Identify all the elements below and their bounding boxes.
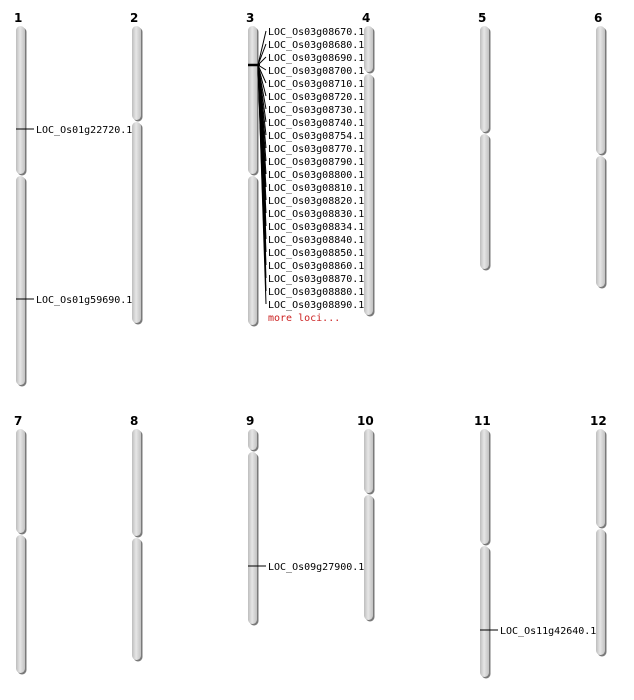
locus-label[interactable]: LOC_Os03g08830.1 — [268, 209, 365, 220]
locus-label[interactable]: LOC_Os03g08710.1 — [268, 79, 365, 90]
locus-label[interactable]: LOC_Os03g08840.1 — [268, 235, 365, 246]
chromosome-arm-q[interactable] — [364, 74, 375, 317]
chromosome-arm-p[interactable] — [364, 429, 375, 495]
chromosome-arm-p[interactable] — [364, 26, 375, 74]
chromosome-6[interactable] — [594, 11, 607, 289]
chromosome-label: 10 — [357, 414, 374, 428]
chromosome-label: 7 — [14, 414, 23, 428]
locus-label[interactable]: LOC_Os03g08790.1 — [268, 157, 365, 168]
locus-label[interactable]: LOC_Os03g08770.1 — [268, 144, 365, 155]
locus-marker[interactable] — [16, 295, 132, 306]
chromosome-label: 6 — [594, 11, 603, 25]
locus-cluster[interactable] — [248, 27, 364, 324]
chromosome-10[interactable] — [357, 414, 375, 622]
chromosome-arm-q[interactable] — [480, 134, 491, 271]
chromosome-arm-p[interactable] — [480, 429, 491, 546]
locus-label[interactable]: LOC_Os03g08700.1 — [268, 66, 365, 77]
locus-marker[interactable] — [248, 562, 364, 573]
locus-label[interactable]: LOC_Os03g08690.1 — [268, 53, 365, 64]
chromosome-label: 9 — [246, 414, 255, 428]
chromosome-arm-q[interactable] — [364, 495, 375, 622]
chromosome-arm-p[interactable] — [480, 26, 491, 134]
chromosome-arm-p[interactable] — [596, 26, 607, 156]
locus-label[interactable]: LOC_Os03g08720.1 — [268, 92, 365, 103]
chromosome-label: 2 — [130, 11, 139, 25]
locus-label[interactable]: LOC_Os11g42640.1 — [500, 626, 597, 637]
chromosome-2[interactable] — [130, 11, 143, 325]
chromosome-label: 8 — [130, 414, 139, 428]
locus-label[interactable]: LOC_Os03g08870.1 — [268, 274, 365, 285]
chromosome-arm-p[interactable] — [596, 429, 607, 529]
chromosome-arm-p[interactable] — [248, 26, 259, 176]
locus-label[interactable]: LOC_Os03g08810.1 — [268, 183, 365, 194]
chromosome-7[interactable] — [14, 414, 27, 675]
chromosome-arm-q[interactable] — [16, 176, 27, 387]
locus-label[interactable]: LOC_Os09g27900.1 — [268, 562, 365, 573]
chromosome-arm-p[interactable] — [132, 26, 143, 122]
locus-label[interactable]: LOC_Os03g08680.1 — [268, 40, 365, 51]
locus-label[interactable]: LOC_Os03g08890.1 — [268, 300, 365, 311]
chromosome-label: 12 — [590, 414, 607, 428]
locus-label[interactable]: LOC_Os03g08754.1 — [268, 131, 365, 142]
chromosome-label: 3 — [246, 11, 255, 25]
chromosome-9[interactable] — [246, 414, 259, 626]
locus-label[interactable]: LOC_Os01g59690.1 — [36, 295, 133, 306]
chromosome-arm-q[interactable] — [480, 546, 491, 679]
locus-label[interactable]: LOC_Os03g08740.1 — [268, 118, 365, 129]
chromosome-3[interactable] — [246, 11, 259, 327]
locus-marker[interactable] — [480, 626, 596, 637]
chromosome-1[interactable] — [14, 11, 27, 387]
chromosome-label: 4 — [362, 11, 371, 25]
chromosome-arm-p[interactable] — [132, 429, 143, 538]
locus-label[interactable]: LOC_Os03g08860.1 — [268, 261, 365, 272]
chromosome-arm-q[interactable] — [132, 538, 143, 662]
locus-label[interactable]: LOC_Os03g08730.1 — [268, 105, 365, 116]
chromosome-arm-q[interactable] — [596, 529, 607, 657]
chromosome-arm-q[interactable] — [248, 176, 259, 327]
locus-label[interactable]: LOC_Os01g22720.1 — [36, 125, 133, 136]
locus-label[interactable]: LOC_Os03g08670.1 — [268, 27, 365, 38]
chromosome-8[interactable] — [130, 414, 143, 662]
locus-marker[interactable] — [16, 125, 132, 136]
locus-label[interactable]: LOC_Os03g08850.1 — [268, 248, 365, 259]
chromosome-12[interactable] — [590, 414, 607, 657]
chromosome-5[interactable] — [478, 11, 491, 271]
chromosome-label: 1 — [14, 11, 23, 25]
locus-label[interactable]: LOC_Os03g08800.1 — [268, 170, 365, 181]
locus-label[interactable]: LOC_Os03g08880.1 — [268, 287, 365, 298]
chromosome-arm-p[interactable] — [248, 429, 259, 452]
chromosome-arm-q[interactable] — [248, 452, 259, 626]
chromosome-label: 5 — [478, 11, 487, 25]
chromosome-arm-p[interactable] — [16, 26, 27, 176]
chromosome-arm-q[interactable] — [132, 122, 143, 325]
locus-label[interactable]: LOC_Os03g08834.1 — [268, 222, 365, 233]
chromosome-label: 11 — [474, 414, 491, 428]
chromosome-arm-q[interactable] — [16, 535, 27, 675]
chromosome-arm-p[interactable] — [16, 429, 27, 535]
more-loci-link[interactable]: more loci... — [268, 313, 341, 324]
chromosome-11[interactable] — [474, 414, 491, 679]
locus-label[interactable]: LOC_Os03g08820.1 — [268, 196, 365, 207]
chromosome-arm-q[interactable] — [596, 156, 607, 289]
